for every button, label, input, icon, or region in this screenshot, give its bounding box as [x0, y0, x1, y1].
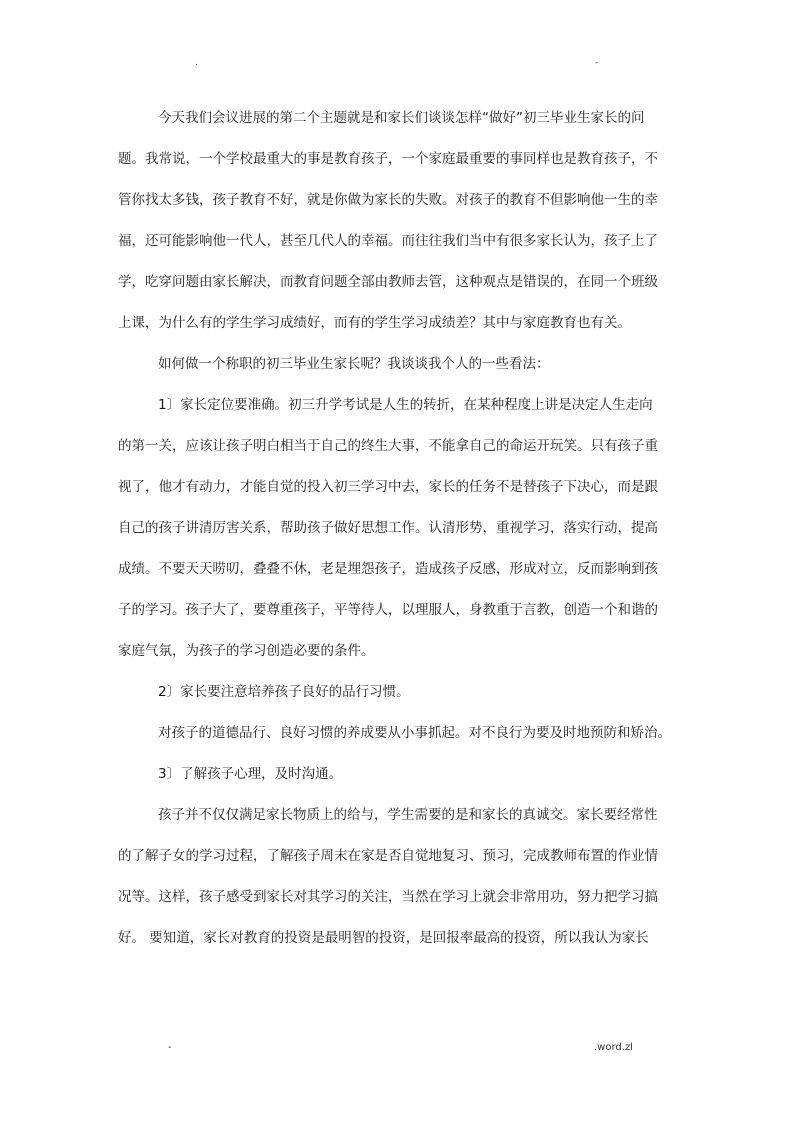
text-line: 对孩子的道德品行、良好习惯的养成要从小事抓起。对不良行为要及时地预防和矫治。 [158, 725, 671, 741]
text-line: 家庭气氛，为孩子的学习创造必要的条件。 [118, 643, 375, 659]
footer-right-mark: .word.zl [594, 1042, 633, 1053]
text-line: 如何做一个称职的初三毕业生家长呢？我谈谈我个人的一些看法： [158, 356, 550, 372]
header-right-mark: - [595, 58, 599, 68]
section-heading-1: 1〕家长定位要准确。初三升学考试是人生的转折，在某种程度上讲是决定人生走向 [158, 397, 653, 413]
text-line: 学，吃穿问题由家长解决，而教育问题全部由教师去管，这种观点是错误的，在同一个班级 [118, 274, 658, 290]
text-line: 的了解子女的学习过程，了解孩子周末在家是否自觉地复习、预习，完成教师布置的作业情 [118, 848, 658, 864]
footer-left-mark: - [168, 1042, 172, 1053]
text-line: 况等。这样，孩子感受到家长对其学习的关注，当然在学习上就会非常用功，努力把学习搞 [118, 889, 658, 905]
text-line: 自己的孩子讲清厉害关系，帮助孩子做好思想工作。认清形势，重视学习，落实行动，提高 [118, 520, 658, 536]
text-line: 福，还可能影响他一代人，甚至几代人的幸福。而往往我们当中有很多家长认为，孩子上了 [118, 233, 658, 249]
text-line: 子的学习。孩子大了，要尊重孩子，平等待人，以理服人，身教重于言教，创造一个和谐的 [118, 602, 658, 618]
text-line: 今天我们会议进展的第二个主题就是和家长们谈谈怎样“做好”初三毕业生家长的问 [158, 110, 645, 126]
text-line: 的第一关，应该让孩子明白相当于自己的终生大事，不能拿自己的命运开玩笑。只有孩子重 [118, 438, 658, 454]
text-line: 上课，为什么有的学生学习成绩好，而有的学生学习成绩差？其中与家庭教育也有关。 [118, 315, 631, 331]
header-left-mark: . [195, 58, 198, 68]
section-heading-3: 3〕了解孩子心理，及时沟通。 [158, 766, 343, 782]
document-body [118, 106, 674, 967]
text-line: 题。我常说，一个学校最重大的事是教育孩子，一个家庭最重要的事同样也是教育孩子，不 [118, 151, 658, 167]
section-heading-2: 2〕家长要注意培养孩子良好的品行习惯。 [158, 684, 410, 700]
text-line: 成绩。不要天天唠叨，叠叠不休，老是埋怨孩子，造成孩子反感，形成对立，反而影响到孩 [118, 561, 658, 577]
text-line: 视了，他才有动力，才能自觉的投入初三学习中去，家长的任务不是替孩子下决心，而是跟 [118, 479, 658, 495]
text-line: 管你找太多钱，孩子教育不好，就是你做为家长的失败。对孩子的教育不但影响他一生的幸 [118, 192, 658, 208]
text-line: 好。 要知道，家长对教育的投资是最明智的投资，是回报率最高的投资，所以我认为家长 [118, 930, 649, 946]
text-line: 孩子并不仅仅满足家长物质上的给与，学生需要的是和家长的真诚交。家长要经常性 [158, 807, 658, 823]
